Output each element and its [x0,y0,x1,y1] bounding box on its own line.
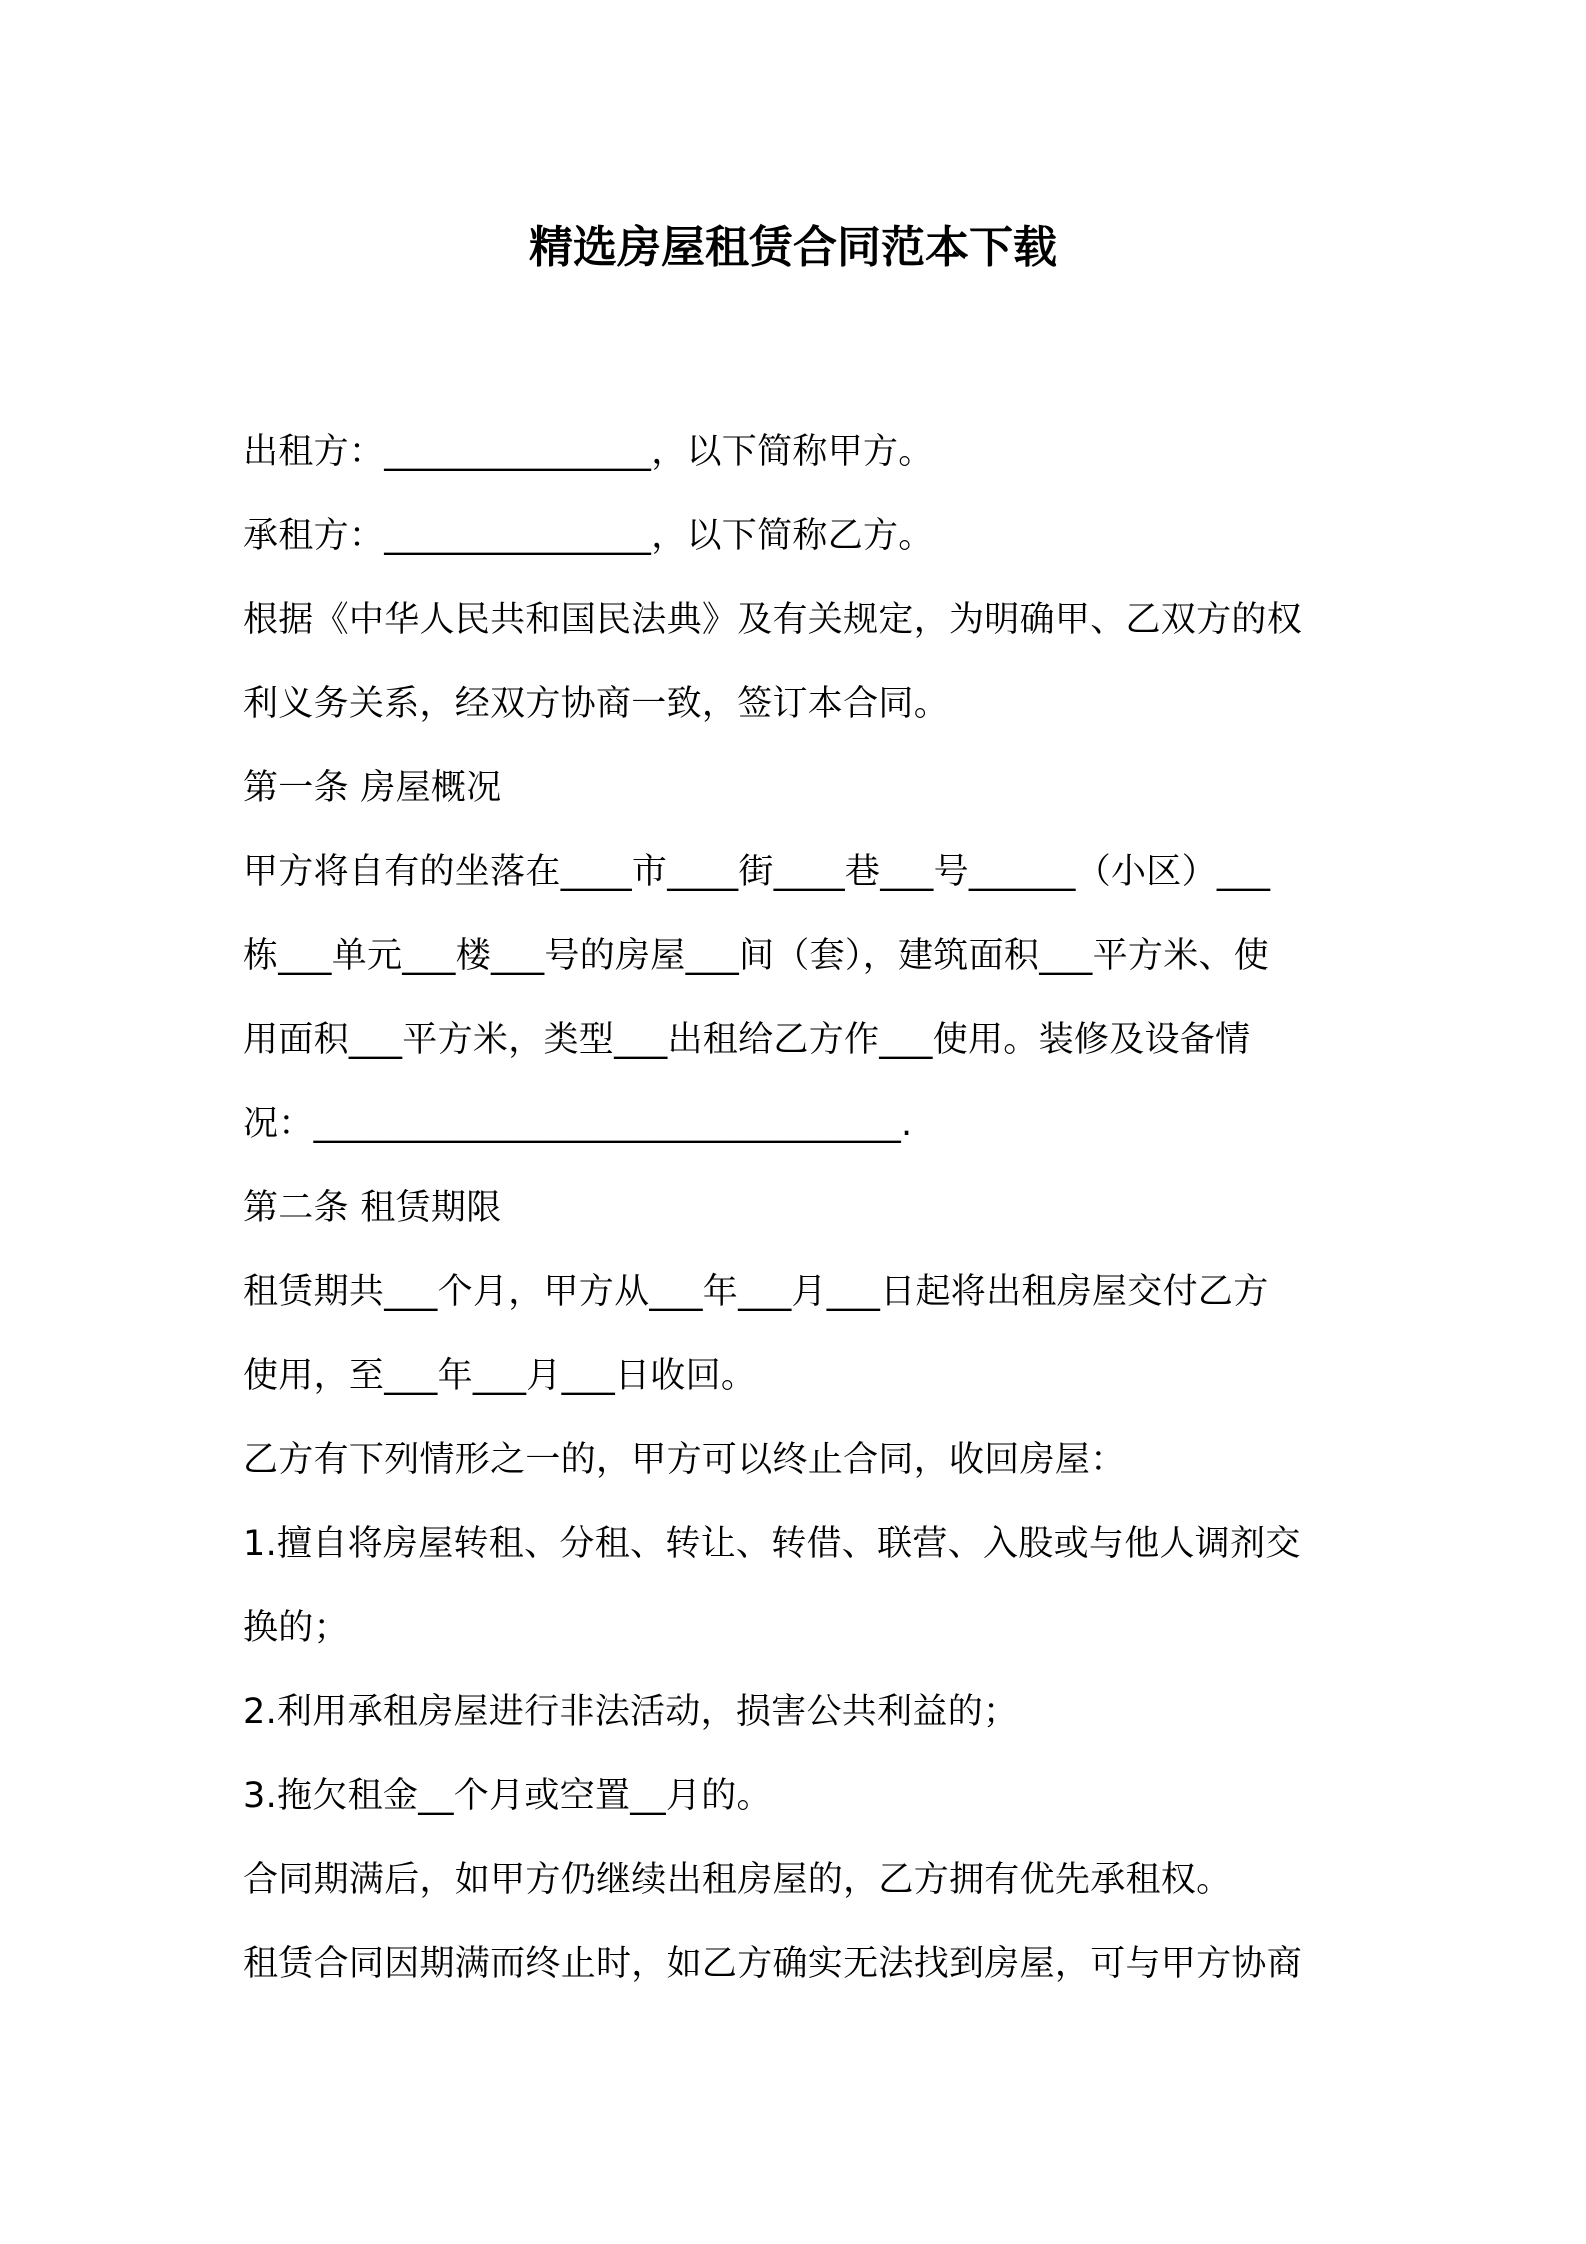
text-line: 栋___单元___楼___号的房屋___间（套），建筑面积___平方米、使 [243,936,1270,976]
text-line: 利义务关系，经双方协商一致，签订本合同。 [243,684,950,724]
section-heading: 第二条 租赁期限 [243,1188,502,1228]
list-item: 3.拖欠租金__个月或空置__月的。 [243,1776,772,1816]
text-line: 况：_________________________________. [243,1104,913,1144]
list-item: 1.擅自将房屋转租、分租、转让、转借、联营、入股或与他人调剂交 [243,1524,1301,1564]
text-line: 租赁合同因期满而终止时，如乙方确实无法找到房屋，可与甲方协商 [243,1944,1303,1984]
document-body [243,410,1363,2006]
text-line: 换的； [243,1608,349,1648]
text-line: 承租方：_______________，以下简称乙方。 [243,516,934,556]
text-line: 使用，至___年___月___日收回。 [243,1356,757,1396]
text-line: 甲方将自有的坐落在____市____街____巷___号______（小区）___ [243,852,1271,892]
list-item: 2.利用承租房屋进行非法活动，损害公共利益的； [243,1692,1019,1732]
document-title: 精选房屋租赁合同范本下载 [529,222,1057,273]
text-line: 用面积___平方米，类型___出租给乙方作___使用。装修及设备情 [243,1020,1251,1060]
section-heading: 第一条 房屋概况 [243,768,502,808]
text-line: 合同期满后，如甲方仍继续出租房屋的，乙方拥有优先承租权。 [243,1860,1232,1900]
text-line: 出租方：_______________，以下简称甲方。 [243,432,934,472]
text-line: 租赁期共___个月，甲方从___年___月___日起将出租房屋交付乙方 [243,1272,1269,1312]
text-line: 乙方有下列情形之一的，甲方可以终止合同，收回房屋： [243,1440,1126,1480]
text-line: 根据《中华人民共和国民法典》及有关规定，为明确甲、乙双方的权 [243,600,1303,640]
